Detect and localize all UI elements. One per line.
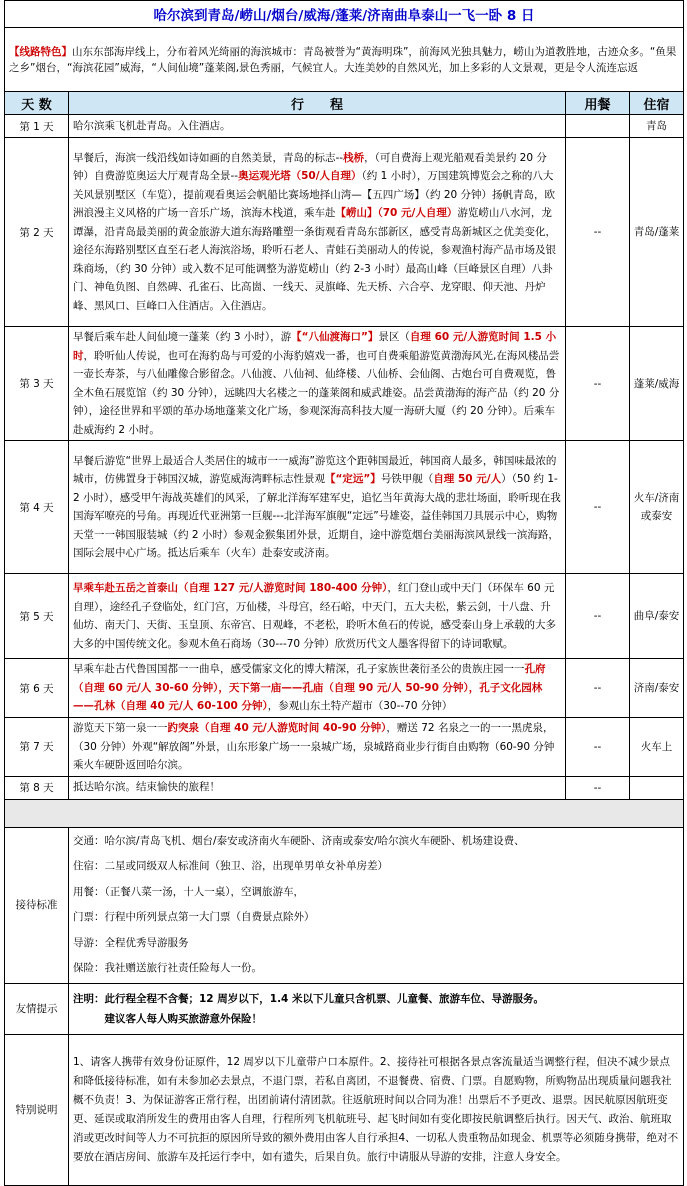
- standard-tickets: 门票：行程中所列景点第一大门票（自费景点除外）: [73, 911, 315, 923]
- day-row: [5, 776, 684, 799]
- day-stay: 青岛/蓬莱: [630, 138, 684, 327]
- itinerary-text: 景区（: [378, 331, 410, 343]
- day-row: [5, 115, 684, 138]
- day-itinerary: [69, 659, 566, 718]
- day-stay: 济南/泰安: [630, 659, 684, 718]
- day-row: [5, 441, 684, 574]
- spacer-cell: [5, 799, 684, 827]
- itinerary-text: 游览崂山八水河，龙谭瀑，沿青岛最美丽的黄金旅游大道东海路雕塑一条街观看青岛东部新区，感受青岛新城区之优美变化，途径东海路别墅区直至石老人海滨浴场，聆听石老人、青蛙石美丽动人的传说，参观渔村海产品市场及银珠商场，（约 30 分钟）或入数不足可能调整为游览崂山（约 2-3 小时）最高山峰（巨峰景区自理）八卦门、神龟负图、自然碑、孔雀石、比高崮、一线天、灵旗峰、先天桥、六合亭、龙穿眼、仰天池、丹炉峰、黑风口、巨峰口入住酒店。入住酒店。: [73, 207, 556, 312]
- day-itinerary: [69, 776, 566, 799]
- highlight-text: 孔府（自理 60 元/人 30-60 分钟），天下第一庙——孔庙（自理 90 元/人 50-90 分钟），孔子文化园林——孔林（自理 40 元/人 60-100 分钟）: [73, 663, 546, 713]
- day-row: [5, 718, 684, 777]
- day-number: 第 2 天: [5, 138, 69, 327]
- day-number: 第 1 天: [5, 115, 69, 138]
- itinerary-text: 早乘车赴古代鲁国国都一一曲阜，感受儒家文化的博大精深，孔子家族世袭衍圣公的贵族庄园一一: [73, 663, 525, 676]
- day-meal: --: [566, 718, 630, 777]
- day-itinerary: [69, 115, 566, 138]
- itinerary-text: 早餐后游览“世界上最适合人类居住的城市一一威海”游览这个距韩国最近，韩国商人最多，韩国味最浓的城市，仿佛置身于韩国汉城，游览威海湾畔标志性景观: [73, 454, 557, 485]
- itinerary-text: 抵达哈尔滨。结束愉快的旅程！: [73, 781, 220, 794]
- day-number: 第 5 天: [5, 574, 69, 659]
- itinerary-text: （约 1 小时），万国建筑博览会之称的八大关风景别墅区（车览），提前观看奥运会帆船比赛场地择山湾—【五四广场】（约 20 分钟）扬帆青岛，欧洲浪漫主义风格的广场一音乐广场，滨海木栈道，乘车赴: [73, 170, 556, 220]
- day-number: 第 6 天: [5, 659, 69, 718]
- itinerary-text: 号铁甲舰（: [380, 473, 434, 485]
- header-day: 天 数: [5, 92, 69, 115]
- day-stay: 蓬莱/威海: [630, 327, 684, 441]
- itinerary-text: 游览天下第一泉一一: [73, 722, 168, 734]
- standard-transport: 交通：哈尔滨/青岛飞机、烟台/泰安或济南火车硬卧、济南或泰安/哈尔滨火车硬卧、机场建设费、: [73, 834, 525, 847]
- day-row: [5, 659, 684, 718]
- day-stay: 火车/济南或泰安: [630, 441, 684, 574]
- day-row: [5, 574, 684, 659]
- table-header: [5, 92, 684, 115]
- day-row: [5, 327, 684, 441]
- day-itinerary: [69, 327, 566, 441]
- day-row: [5, 138, 684, 327]
- itinerary-document: [4, 0, 683, 1186]
- standard-guide: 导游：全程优秀导游服务: [73, 936, 189, 949]
- notes-text: 1、请客人携带有效身份证原件，12 周岁以下儿童带户口本原件。2、接待社可根据各景点客流量适当调整行程，但决不减少景点和降低接待标准，如有未参加必去景点，不退门票，若私自离团，不退餐费、宿费、门票。自愿购物，所购物品出现质量问题我社概不负责！3、为保证游客正常行程，出团前请付清团款。往返航班时间以合同为准！出票后不予更改、退票。因民航原因航班变更、延误或取消所发生的费用由客人自理，行程所列飞机航班号、起飞时间如有变化即按民航调整后执行。因天气、政治、航班取消或更改时间等人力不可抗拒的原因所导致的额外费用由客人自行承担4、一切私人贵重物品如现金、机票等必须随身携带，绝对不要放在酒店房间、旅游车及托运行李中，如有遗失，后果自负。旅行中请服从导游的安排，注意人身安全。: [69, 1034, 684, 1185]
- day-rows: [5, 115, 684, 800]
- standard-lodging: 住宿：二星或同级双人标准间（独卫、浴，出现单男单女补单房差）: [73, 860, 388, 872]
- day-stay: 火车上: [630, 718, 684, 777]
- itinerary-text: ，（可自费海上观光船观看美景约 20 分钟）自费游览奥运大厅观青岛全景--: [73, 151, 547, 183]
- day-stay: 曲阜/泰安: [630, 574, 684, 659]
- highlight-text: 栈桥: [343, 151, 365, 164]
- day-itinerary: [69, 718, 566, 777]
- day-stay: 青岛: [630, 115, 684, 138]
- day-number: 第 4 天: [5, 441, 69, 574]
- route-features: [5, 28, 684, 92]
- day-meal: --: [566, 138, 630, 327]
- day-meal: --: [566, 574, 630, 659]
- standard-meals: 用餐：（正餐八菜一汤，十人一桌），空调旅游车，: [73, 885, 304, 898]
- highlight-text: 【崂山】（70 元/人自理）: [335, 207, 458, 220]
- itinerary-text: ，红门登山或中天门（环保车 60 元自理），途经孔子登临处，红门宫，万仙楼，斗母宫，经石峪，中天门，五大夫松，紫云剑，十八盘、升仙坊、南天门、天街、玉皇顶、东帝宫、日观峰，不老松，聆听木鱼石的传说，感受泰山身上承载的大多大多的中国传统文化。参观木鱼石商场（30---70 分钟）欣赏历代文人墨客得留下的诗词歌赋。: [73, 582, 556, 650]
- itinerary-text: ，赠送 72 名泉之一的一一黑虎泉，（30 分钟）外观“解放阁”外景，山东形象广场一一泉城广场，泉城路商业步行街自由购物（60-90 分钟乘火车硬卧返回哈尔滨。: [73, 722, 555, 771]
- tips-text: [69, 983, 684, 1034]
- day-number: 第 8 天: [5, 776, 69, 799]
- highlight-text: 自理 50 元/人: [433, 473, 502, 485]
- route-features-text: 山东东部海岸线上，分布着风光绮丽的海滨城市：青岛被誉为“黄海明珠”，前海风光独具魅力，崂山为道教胜地，古迹众多。“鱼果之乡”烟台，“海滨花园”威海，“人间仙境”蓬莱阁,景色秀丽，气候宜人。大连美妙的自然风光，加上多彩的人文景观，更是令人流连忘返: [9, 45, 677, 74]
- header-stay: 住宿: [630, 92, 684, 115]
- itinerary-text: ，聆听仙人传说，也可在海豹岛与可爱的小海豹嬉戏一番，也可自费乘船游览黄渤海风光,在海风楼品尝一壶长寿茶，与八仙雕像合影留念。八仙渡、八仙祠、仙绛楼、八仙桥、会仙阁、古炮台可自费观览，鲁全木鱼石展览馆（约 30 分钟），远眺四大名楼之一的蓬莱阁和威武雄姿。品尝黄渤海的海产品（约 20 分钟），途径世界和平颂的革办场地蓬莱文化广场，参观深海高科技大厦一海研大厦（约 20 分钟）。后乘车赴威海约 2 小时。: [73, 349, 560, 436]
- itinerary-table: [4, 0, 684, 1186]
- day-itinerary: [69, 574, 566, 659]
- day-itinerary: [69, 441, 566, 574]
- day-meal: [566, 115, 630, 138]
- notes-label: 特别说明: [5, 1034, 69, 1185]
- tips-label: 友情提示: [5, 983, 69, 1034]
- highlight-text: 奥运观光塔（50/人自理）: [238, 170, 362, 183]
- highlight-text: 五岳之首泰山（自理 127 元/人游览时间 180-400 分钟）: [115, 582, 388, 594]
- day-meal: --: [566, 327, 630, 441]
- header-itinerary: 行 程: [69, 92, 566, 115]
- route-features-label: 【线路特色】: [9, 45, 72, 58]
- day-number: 第 7 天: [5, 718, 69, 777]
- day-meal: --: [566, 441, 630, 574]
- standards-list: [69, 827, 684, 983]
- day-meal: --: [566, 659, 630, 718]
- standard-insurance: 保险：我社赠送旅行社责任险每人一份。: [73, 962, 262, 974]
- header-meal: 用餐: [566, 92, 630, 115]
- day-number: 第 3 天: [5, 327, 69, 441]
- highlight-text: 趵突泉（自理 40 元/人游览时间 40-90 分钟）: [167, 722, 387, 734]
- standards-label: 接待标准: [5, 827, 69, 983]
- itinerary-text: ）（50 约 1-2 小时），感受甲午海战英雄们的风采，了解北洋海军建军史，追忆当年黄海大战的悲壮场面，聆听现在我国海军嘹亮的号角。再现近代亚洲第一巨舰---北洋海军旗舰“定远”号雄姿，益佳韩国刀具展示中心，购物天堂一一韩国服装城（约 2 小时）参观金猴集团外景，近期自，途中游览烟台美丽海滨风景线一滨海路，国际会展中心广场。抵达后乘车（火车）赴泰安或济南。: [73, 473, 561, 559]
- day-stay: [630, 776, 684, 799]
- tips-line-1: 注明：此行程全程不含餐；12 周岁以下，1.4 米以下儿童只含机票、儿童餐、旅游车位、导游服务。: [73, 992, 545, 1005]
- tips-line-2: 建议客人每人购买旅游意外保险！: [73, 1012, 262, 1025]
- itinerary-text: 哈尔滨乘飞机赴青岛。入住酒店。: [73, 119, 231, 132]
- highlight-text: 早乘车赴: [73, 582, 115, 594]
- spacer-row: [5, 799, 684, 827]
- highlight-text: 自理 60 元/人游览时间 1.5 小时: [73, 331, 557, 362]
- itinerary-text: ，参观山东土特产超市（30--70 分钟）: [267, 700, 453, 713]
- day-meal: --: [566, 776, 630, 799]
- itinerary-text: 早餐后乘车赴人间仙境一蓬莱（约 3 小时），游: [73, 331, 292, 343]
- highlight-text: 【“定远”】: [325, 473, 381, 485]
- page-title: 哈尔滨到青岛/崂山/烟台/威海/蓬莱/济南曲阜泰山一飞一卧 8 日: [5, 1, 684, 28]
- day-itinerary: [69, 138, 566, 327]
- highlight-text: 【“八仙渡海口”】: [291, 331, 379, 343]
- itinerary-text: 早餐后，海滨一线沿线如诗如画的自然美景，青岛的标志--: [73, 151, 344, 164]
